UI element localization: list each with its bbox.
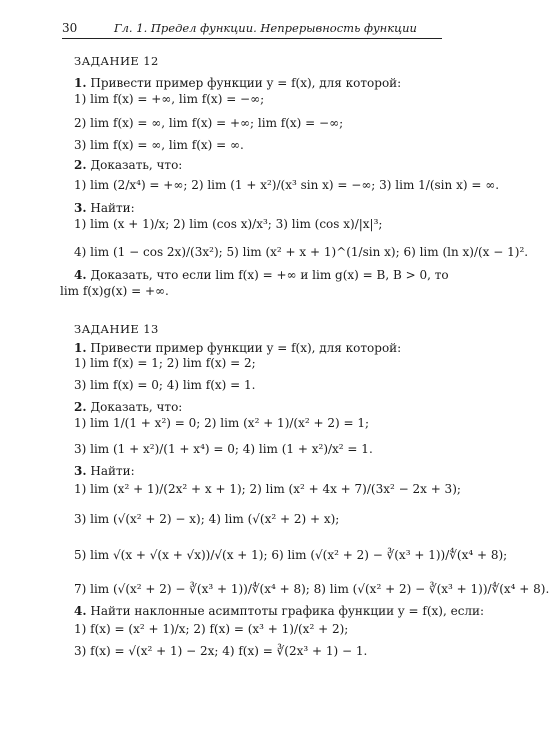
task12-p1-item1: 1) lim f(x) = +∞, lim f(x) = −∞; <box>74 92 265 106</box>
problem-text: Привести пример функции y = f(x), для которой: <box>90 341 402 355</box>
problem-number: 2. <box>74 158 87 172</box>
task13-p3-line3: 5) lim √(x + √(x + √x))/√(x + 1); 6) lim (√(x² + 2) − ∛(x³ + 1))/∜(x⁴ + 8); <box>74 548 508 562</box>
task12-problem3 <box>74 201 135 215</box>
task13-p3-line4: 7) lim (√(x² + 2) − ∛(x³ + 1))/∜(x⁴ + 8); 8) lim (√(x² + 2) − ∛(x³ + 1))/∜(x⁴ + 8). <box>74 582 549 596</box>
task12-p4-continuation: lim f(x)g(x) = +∞. <box>60 284 169 298</box>
page-header <box>62 20 442 39</box>
task13-problem3 <box>74 464 135 478</box>
problem-text: Привести пример функции y = f(x), для которой: <box>90 76 402 90</box>
task13-p2-line2: 3) lim (1 + x²)/(1 + x⁴) = 0; 4) lim (1 + x²)/x² = 1. <box>74 442 373 456</box>
task13-title: ЗАДАНИЕ 13 <box>74 322 159 336</box>
problem-text: Доказать, что: <box>90 158 183 172</box>
running-title: Гл. 1. Предел функции. Непрерывность функции <box>114 21 417 35</box>
task12-p1-item3: 3) lim f(x) = ∞, lim f(x) = ∞. <box>74 138 244 152</box>
task12-problem1 <box>74 76 401 90</box>
task12-p3-line1: 1) lim (x + 1)/x; 2) lim (cos x)/x³; 3) lim (cos x)/|x|³; <box>74 217 383 231</box>
task12-p3-line2: 4) lim (1 − cos 2x)/(3x²); 5) lim (x² + x + 1)^(1/sin x); 6) lim (ln x)/(x − 1)². <box>74 245 529 259</box>
problem-text: Доказать, что: <box>90 400 183 414</box>
task12-p1-item2: 2) lim f(x) = ∞, lim f(x) = +∞; lim f(x) = −∞; <box>74 116 344 130</box>
task13-p4-line2: 3) f(x) = √(x² + 1) − 2x; 4) f(x) = ∛(2x³ + 1) − 1. <box>74 644 368 658</box>
problem-number: 1. <box>74 341 87 355</box>
task13-p4-line1: 1) f(x) = (x² + 1)/x; 2) f(x) = (x³ + 1)/(x² + 2); <box>74 622 349 636</box>
task13-problem2 <box>74 400 182 414</box>
task12-problem4 <box>74 268 449 282</box>
task12-p2-items: 1) lim (2/x⁴) = +∞; 2) lim (1 + x²)/(x³ sin x) = −∞; 3) lim 1/(sin x) = ∞. <box>74 178 500 192</box>
task13-problem4 <box>74 604 484 618</box>
task12-title: ЗАДАНИЕ 12 <box>74 54 159 68</box>
task13-p1-line2: 3) lim f(x) = 0; 4) lim f(x) = 1. <box>74 378 256 392</box>
task13-p1-line1: 1) lim f(x) = 1; 2) lim f(x) = 2; <box>74 356 256 370</box>
problem-text: Найти наклонные асимптоты графика функции y = f(x), если: <box>90 604 485 618</box>
problem-text: Доказать, что если lim f(x) = +∞ и lim g(x) = B, B > 0, то <box>90 268 449 282</box>
task13-p2-line1: 1) lim 1/(1 + x²) = 0; 2) lim (x² + 1)/(x² + 2) = 1; <box>74 416 370 430</box>
problem-number: 4. <box>74 268 87 282</box>
problem-number: 3. <box>74 464 87 478</box>
page-number: 30 <box>62 21 78 35</box>
problem-text: Найти: <box>90 464 135 478</box>
problem-number: 4. <box>74 604 87 618</box>
problem-text: Найти: <box>90 201 135 215</box>
task12-problem2 <box>74 158 182 172</box>
problem-number: 3. <box>74 201 87 215</box>
problem-number: 1. <box>74 76 87 90</box>
problem-number: 2. <box>74 400 87 414</box>
task13-problem1 <box>74 341 401 355</box>
task13-p3-line1: 1) lim (x² + 1)/(2x² + x + 1); 2) lim (x² + 4x + 7)/(3x² − 2x + 3); <box>74 482 461 496</box>
task13-p3-line2: 3) lim (√(x² + 2) − x); 4) lim (√(x² + 2) + x); <box>74 512 340 526</box>
